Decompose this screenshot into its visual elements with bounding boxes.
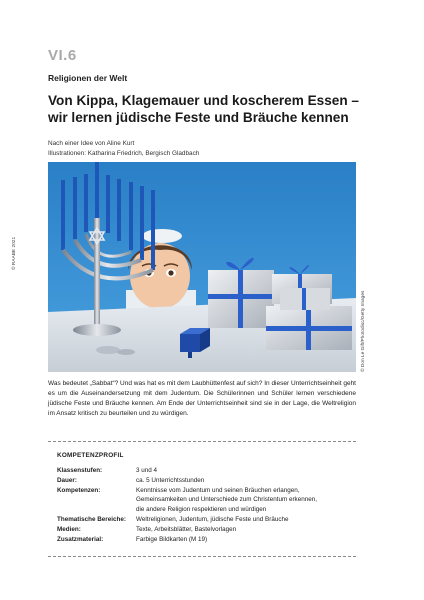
profile-value-line: ca. 5 Unterrichtsstunden — [136, 476, 205, 484]
profile-value — [136, 525, 347, 535]
profile-key: Kompetenzen: — [57, 486, 101, 494]
profile-value — [136, 476, 347, 486]
profile-key: Dauer: — [57, 476, 77, 484]
divider-bottom — [48, 556, 356, 557]
competence-profile-table — [57, 466, 347, 544]
profile-row-topics — [57, 515, 347, 525]
profile-value-line: Farbige Bildkarten (M 19) — [136, 535, 208, 543]
profile-row-competences — [57, 486, 347, 515]
section-code: VI.6 — [48, 47, 77, 64]
profile-value — [136, 515, 347, 525]
cover-photo — [48, 162, 356, 372]
profile-value — [136, 486, 347, 515]
profile-value-line: Kenntnisse vom Judentum und seinen Bräuchen erlangen, — [136, 486, 300, 494]
profile-heading: KOMPETENZPROFIL — [57, 452, 124, 459]
credits — [48, 139, 199, 159]
profile-value — [136, 535, 347, 545]
profile-key: Zusatzmaterial: — [57, 535, 104, 543]
intro-paragraph: Was bedeutet „Sabbat“? Und was hat es mit dem Laubhüttenfest auf sich? In dieser Unterrichtseinheit geht es um die Auseinandersetzung mit dem Judentum. Die Schülerinnen und Schüler lernen verschiedene jüdische Feste und Bräuche kennen. Am Ende der Unterrichtseinheit sind sie in der Lage, die Weltreligion im Ansatz kritisch zu beurteilen und zu würdigen. — [48, 380, 356, 417]
profile-value-line: Weltreligionen, Judentum, jüdische Feste und Bräuche — [136, 515, 289, 523]
profile-value-line: die andere Religion respektieren und würdigen — [136, 506, 267, 514]
profile-row-media — [57, 525, 347, 535]
profile-row-grades — [57, 466, 347, 476]
menorah-boy-gifts-illustration — [48, 162, 356, 372]
profile-value-line: Gemeinsamkeiten und Unterschiede zum Christentum erkennen, — [136, 496, 317, 504]
profile-key: Medien: — [57, 525, 81, 533]
profile-value-line: 3 und 4 — [136, 467, 158, 474]
title-line-2: wir lernen jüdische Feste und Bräuche kennen — [48, 110, 349, 125]
category-label: Religionen der Welt — [48, 73, 128, 83]
profile-value-line: Texte, Arbeitsblätter, Bastelvorlagen — [136, 525, 237, 533]
page-title — [48, 92, 368, 126]
profile-value — [136, 466, 347, 476]
profile-key: Thematische Bereiche: — [57, 515, 126, 523]
credits-idea: Nach einer Idee von Aline Kurt — [48, 140, 135, 147]
copyright-publisher: © RAABE 2021 — [12, 236, 17, 270]
profile-row-extra-material — [57, 535, 347, 545]
profile-key: Klassenstufen: — [57, 467, 103, 474]
credits-illustrations: Illustrationen: Katharina Friedrich, Bergisch Gladbach — [48, 150, 200, 157]
title-line-1: Von Kippa, Klagemauer und koscherem Essen – — [48, 93, 359, 108]
photo-copyright: © Don Le Gift/Photodisc/Getty Images — [361, 290, 366, 372]
divider-top — [48, 441, 356, 442]
profile-row-duration — [57, 476, 347, 486]
